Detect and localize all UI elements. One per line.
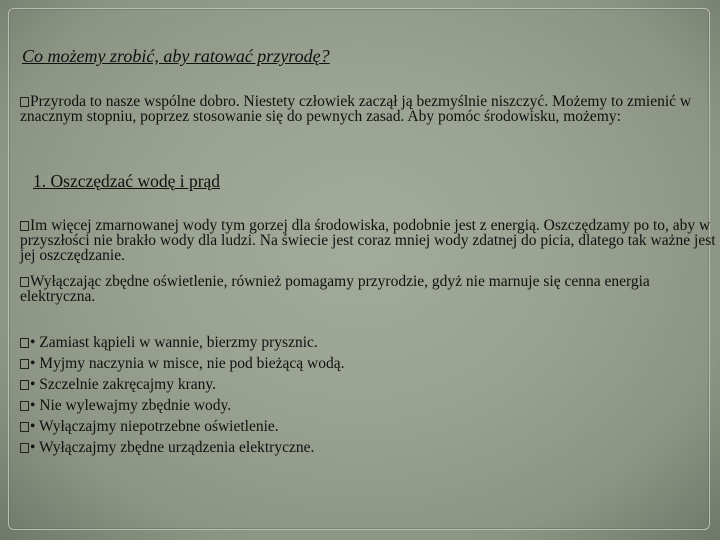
missing-glyph-box-icon [20,277,29,287]
paragraph-water-text: Im więcej zmarnowanej wody tym gorzej dla środowiska, podobnie jest z energią. Oszczędzamy po to, aby w przyszłości nie brakło wody dla ludzi. Na świecie jest coraz mniej wody zdatnej do picia, dlatego tak ważne jest jej oszczędzanie. [20,217,716,264]
missing-glyph-box-icon [20,359,29,369]
paragraph-energy [20,274,710,304]
missing-glyph-box-icon [20,443,29,453]
missing-glyph-box-icon [20,97,29,107]
list-item [20,374,344,395]
intro-text: Przyroda to nasze wspólne dobro. Niestety człowiek zaczął ją bezmyślnie niszczyć. Możemy to zmienić w znacznym stopniu, poprzez stosowanie się do pewnych zasad. Aby pomóc środowisku, możemy: [20,93,692,125]
intro-paragraph [20,94,710,124]
list-item [20,437,344,458]
missing-glyph-box-icon [20,422,29,432]
paragraph-water [20,218,716,263]
list-item-text: • Zamiast kąpieli w wannie, bierzmy prysznic. [30,334,318,351]
tips-list [20,332,344,458]
list-item-text: • Wyłączajmy niepotrzebne oświetlenie. [30,418,279,435]
slide-title: Co możemy zrobić, aby ratować przyrodę? [22,46,330,66]
list-item-text: • Wyłączajmy zbędne urządzenia elektryczne. [30,439,315,456]
list-item [20,416,344,437]
list-item-text: • Myjmy naczynia w misce, nie pod bieżącą wodą. [30,355,345,372]
list-item-text: • Szczelnie zakręcajmy krany. [30,376,217,393]
list-item [20,353,344,374]
missing-glyph-box-icon [20,221,29,231]
missing-glyph-box-icon [20,380,29,390]
missing-glyph-box-icon [20,338,29,348]
list-item [20,395,344,416]
list-item-text: • Nie wylewajmy zbędnie wody. [30,397,232,414]
paragraph-energy-text: Wyłączając zbędne oświetlenie, również pomagamy przyrodzie, gdyż nie marnuje się cenna energia elektryczna. [20,273,650,305]
section-heading: 1. Oszczędzać wodę i prąd [33,171,221,191]
list-item [20,332,344,353]
missing-glyph-box-icon [20,401,29,411]
